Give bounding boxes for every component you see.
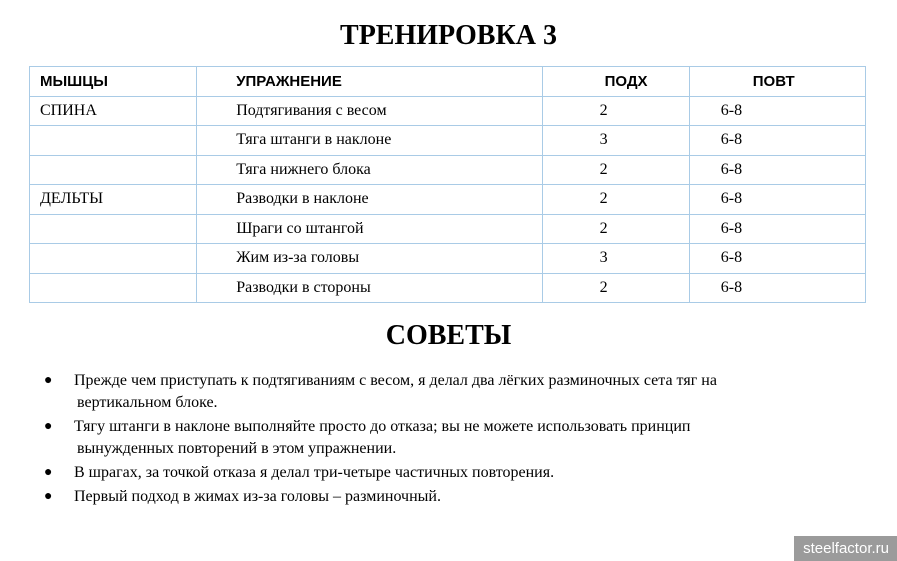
sets-cell: 3 — [542, 126, 689, 156]
list-item — [43, 462, 863, 484]
exercise-cell: Жим из-за головы — [197, 244, 542, 274]
table-row — [30, 214, 866, 244]
page-title: ТРЕНИРОВКА 3 — [340, 20, 557, 51]
muscle-cell — [30, 214, 197, 244]
header-sets: ПОДХ — [542, 67, 689, 97]
tip-line: Тягу штанги в наклоне выполняйте просто до отказа; вы не можете использовать принцип — [74, 418, 691, 435]
sets-cell: 2 — [542, 214, 689, 244]
exercise-cell: Разводки в наклоне — [197, 185, 542, 215]
exercise-cell: Шраги со штангой — [197, 214, 542, 244]
muscle-cell: ДЕЛЬТЫ — [30, 185, 197, 215]
table-header-row — [30, 67, 866, 97]
table-row — [30, 126, 866, 156]
reps-cell: 6-8 — [689, 155, 865, 185]
reps-cell: 6-8 — [689, 244, 865, 274]
tip-line-continued: вынужденных повторений в этом упражнении. — [77, 440, 397, 457]
list-item — [43, 416, 863, 460]
exercise-cell: Разводки в стороны — [197, 273, 542, 303]
tip-line: Первый подход в жимах из-за головы – разминочный. — [74, 488, 441, 505]
reps-cell: 6-8 — [689, 214, 865, 244]
muscle-cell — [30, 155, 197, 185]
bullet-icon: ● — [44, 373, 53, 388]
exercise-cell: Подтягивания с весом — [197, 96, 542, 126]
muscle-cell — [30, 273, 197, 303]
workout-table — [29, 66, 866, 303]
reps-cell: 6-8 — [689, 96, 865, 126]
tip-line: Прежде чем приступать к подтягиваниям с весом, я делал два лёгких разминочных сета тяг на — [74, 372, 717, 389]
header-exercise: УПРАЖНЕНИЕ — [197, 67, 542, 97]
table-row — [30, 244, 866, 274]
table-row — [30, 185, 866, 215]
exercise-cell: Тяга штанги в наклоне — [197, 126, 542, 156]
header-muscle: МЫШЦЫ — [30, 67, 197, 97]
muscle-cell — [30, 244, 197, 274]
table-row — [30, 155, 866, 185]
list-item — [43, 370, 863, 414]
list-item — [43, 486, 863, 508]
muscle-cell: СПИНА — [30, 96, 197, 126]
bullet-icon: ● — [44, 489, 53, 504]
table-row — [30, 96, 866, 126]
bullet-icon: ● — [44, 465, 53, 480]
watermark-label: steelfactor.ru — [794, 536, 897, 561]
tip-line: В шрагах, за точкой отказа я делал три-четыре частичных повторения. — [74, 464, 555, 481]
reps-cell: 6-8 — [689, 273, 865, 303]
reps-cell: 6-8 — [689, 126, 865, 156]
sets-cell: 2 — [542, 96, 689, 126]
sets-cell: 3 — [542, 244, 689, 274]
sets-cell: 2 — [542, 185, 689, 215]
sets-cell: 2 — [542, 273, 689, 303]
reps-cell: 6-8 — [689, 185, 865, 215]
header-reps: ПОВТ — [689, 67, 865, 97]
sets-cell: 2 — [542, 155, 689, 185]
tip-line-continued: вертикальном блоке. — [77, 394, 218, 411]
tips-list — [43, 370, 863, 510]
tips-title: СОВЕТЫ — [385, 320, 512, 351]
muscle-cell — [30, 126, 197, 156]
bullet-icon: ● — [44, 419, 53, 434]
table-row — [30, 273, 866, 303]
exercise-cell: Тяга нижнего блока — [197, 155, 542, 185]
